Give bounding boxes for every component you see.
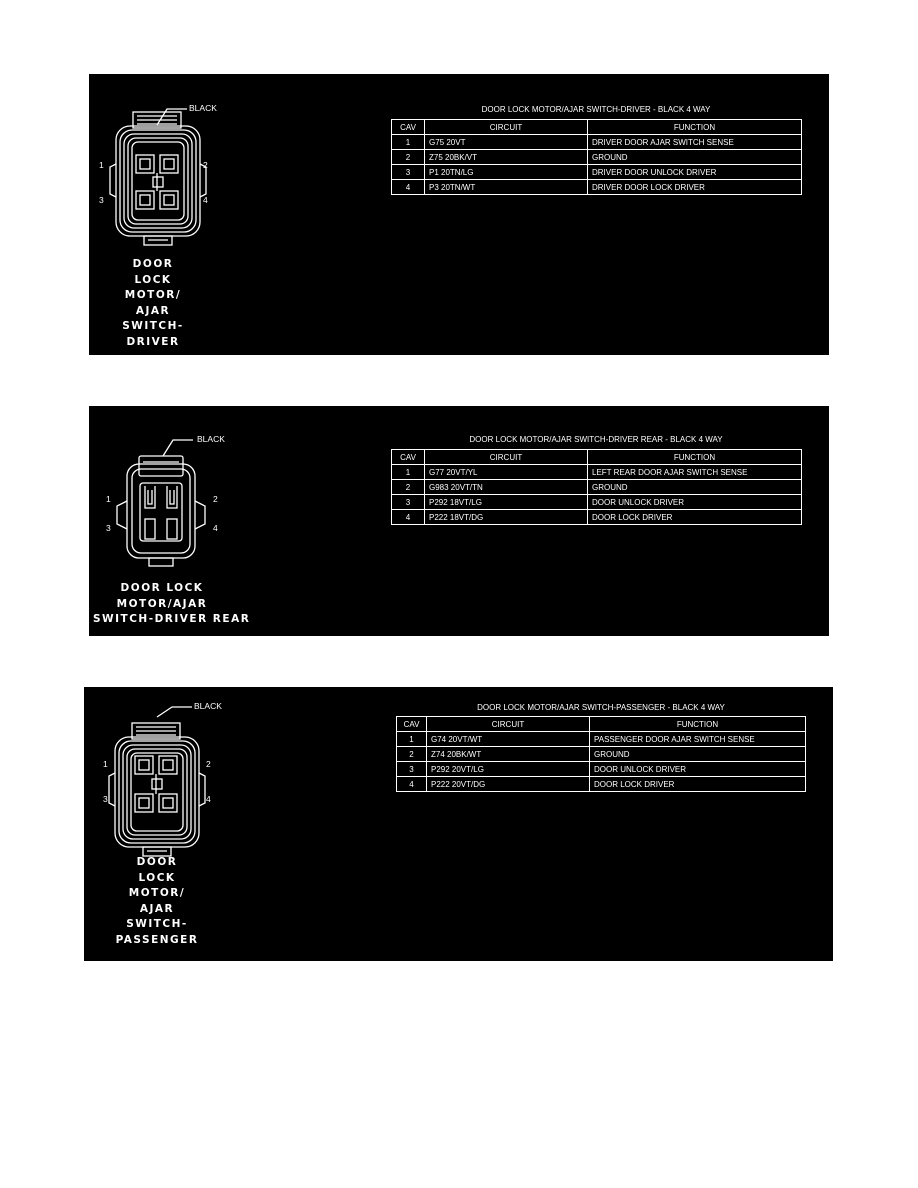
cell-cav: 3	[392, 165, 425, 180]
caption-line: DRIVER	[126, 335, 180, 348]
pinout-table	[391, 449, 802, 525]
pinout-table	[396, 716, 806, 792]
connector-caption	[103, 257, 203, 350]
pinout-table-title: DOOR LOCK MOTOR/AJAR SWITCH-DRIVER REAR - BLACK 4 WAY	[469, 435, 723, 444]
cell-function: DOOR UNLOCK DRIVER	[590, 762, 806, 777]
table-row	[397, 732, 806, 747]
cell-circuit: P3 20TN/WT	[425, 180, 588, 195]
cell-function: DOOR UNLOCK DRIVER	[588, 495, 802, 510]
caption-line: PASSENGER	[115, 933, 199, 946]
table-row	[392, 165, 802, 180]
header-circuit: CIRCUIT	[425, 120, 588, 135]
table-row	[392, 180, 802, 195]
table-row	[392, 510, 802, 525]
connector-panel-driver-rear	[89, 406, 829, 636]
caption-line: SWITCH-	[126, 918, 188, 930]
pinout-table-title: DOOR LOCK MOTOR/AJAR SWITCH-DRIVER - BLACK 4 WAY	[481, 105, 711, 114]
cell-function: DRIVER DOOR LOCK DRIVER	[588, 180, 802, 195]
cell-circuit: Z75 20BK/VT	[425, 150, 588, 165]
header-cav: CAV	[392, 120, 425, 135]
cell-function: GROUND	[588, 480, 802, 495]
header-cav: CAV	[392, 450, 425, 465]
cell-function: LEFT REAR DOOR AJAR SWITCH SENSE	[588, 465, 802, 480]
caption-line: AJAR	[139, 902, 175, 915]
caption-line: DOOR	[132, 258, 174, 270]
connector-caption	[93, 581, 251, 628]
table-header-row	[397, 717, 806, 732]
connector-panel-passenger	[84, 687, 833, 961]
connector-color-label: BLACK	[189, 103, 217, 113]
caption-line: AJAR	[135, 304, 171, 317]
cell-function: GROUND	[590, 747, 806, 762]
caption-line: DOOR LOCK	[120, 582, 204, 594]
header-cav: CAV	[397, 717, 427, 732]
cell-circuit: Z74 20BK/WT	[427, 747, 590, 762]
pin-label-2: 2	[203, 160, 208, 170]
table-row	[397, 777, 806, 792]
table-header-row	[392, 450, 802, 465]
cell-cav: 1	[392, 465, 425, 480]
cell-function: GROUND	[588, 150, 802, 165]
cell-circuit: P222 20VT/DG	[427, 777, 590, 792]
cell-circuit: G77 20VT/YL	[425, 465, 588, 480]
connector-color-label: BLACK	[194, 701, 222, 711]
caption-line: SWITCH-	[122, 320, 184, 332]
caption-line: MOTOR/	[124, 289, 182, 301]
table-row	[397, 762, 806, 777]
cell-circuit: P292 18VT/LG	[425, 495, 588, 510]
caption-line: MOTOR/AJAR	[116, 597, 208, 610]
table-row	[392, 135, 802, 150]
cell-circuit: P222 18VT/DG	[425, 510, 588, 525]
header-function: FUNCTION	[588, 120, 802, 135]
caption-line: DOOR	[136, 856, 178, 868]
connector-color-label: BLACK	[197, 434, 225, 444]
cell-cav: 4	[397, 777, 427, 792]
cell-cav: 3	[397, 762, 427, 777]
connector-caption	[107, 855, 207, 948]
header-function: FUNCTION	[588, 450, 802, 465]
cell-cav: 2	[392, 480, 425, 495]
caption-line: MOTOR/	[128, 887, 186, 899]
pin-label-2: 2	[213, 494, 218, 504]
pinout-table	[391, 119, 802, 195]
caption-line: SWITCH-DRIVER REAR	[93, 613, 251, 625]
pin-label-1: 1	[99, 160, 104, 170]
cell-function: PASSENGER DOOR AJAR SWITCH SENSE	[590, 732, 806, 747]
header-circuit: CIRCUIT	[427, 717, 590, 732]
header-function: FUNCTION	[590, 717, 806, 732]
cell-circuit: P292 20VT/LG	[427, 762, 590, 777]
cell-circuit: G75 20VT	[425, 135, 588, 150]
caption-line: LOCK	[138, 871, 176, 884]
cell-cav: 2	[397, 747, 427, 762]
pin-label-4: 4	[206, 794, 211, 804]
cell-circuit: G74 20VT/WT	[427, 732, 590, 747]
pin-label-4: 4	[213, 523, 218, 533]
cell-cav: 1	[397, 732, 427, 747]
pin-label-2: 2	[206, 759, 211, 769]
cell-function: DRIVER DOOR UNLOCK DRIVER	[588, 165, 802, 180]
cell-function: DRIVER DOOR AJAR SWITCH SENSE	[588, 135, 802, 150]
cell-circuit: P1 20TN/LG	[425, 165, 588, 180]
cell-function: DOOR LOCK DRIVER	[588, 510, 802, 525]
cell-cav: 2	[392, 150, 425, 165]
pin-label-3: 3	[106, 523, 111, 533]
cell-cav: 4	[392, 510, 425, 525]
cell-function: DOOR LOCK DRIVER	[590, 777, 806, 792]
pinout-table-title: DOOR LOCK MOTOR/AJAR SWITCH-PASSENGER - BLACK 4 WAY	[477, 703, 725, 712]
pin-label-1: 1	[106, 494, 111, 504]
table-row	[392, 495, 802, 510]
cell-cav: 1	[392, 135, 425, 150]
pin-label-1: 1	[103, 759, 108, 769]
header-circuit: CIRCUIT	[425, 450, 588, 465]
table-row	[397, 747, 806, 762]
connector-panel-driver	[89, 74, 829, 355]
cell-cav: 3	[392, 495, 425, 510]
table-row	[392, 150, 802, 165]
cell-cav: 4	[392, 180, 425, 195]
table-row	[392, 465, 802, 480]
table-header-row	[392, 120, 802, 135]
caption-line: LOCK	[134, 273, 172, 286]
pin-label-3: 3	[103, 794, 108, 804]
table-row	[392, 480, 802, 495]
pin-label-3: 3	[99, 195, 104, 205]
cell-circuit: G983 20VT/TN	[425, 480, 588, 495]
pin-label-4: 4	[203, 195, 208, 205]
